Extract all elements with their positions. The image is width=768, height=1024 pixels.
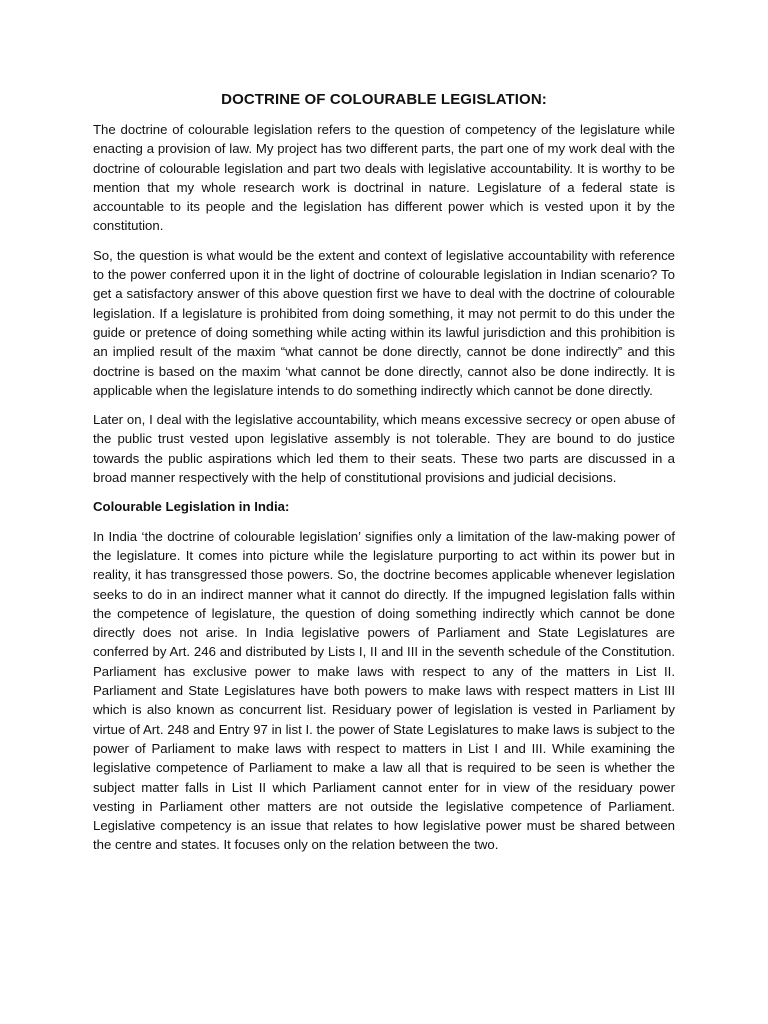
section-heading-india: Colourable Legislation in India:	[93, 499, 290, 515]
paragraph-india-1: In India ‘the doctrine of colourable legislation’ signifies only a limitation of the law-making power of the legislature. It comes into picture while the legislature purporting to act within its power but in reality, it has transgressed those powers. So, the doctrine becomes applicable whenever legislation seeks to do in an indirect manner what it cannot do directly. If the impugned legislation falls within the competence of legislature, the question of doing something indirectly which cannot be done directly does not arise. In India legislative powers of Parliament and State Legislatures are conferred by Art. 246 and distributed by Lists I, II and III in the seventh schedule of the Constitution. Parliament has exclusive power to make laws with respect to any of the matters in List II. Parliament and State Legislatures have both powers to make laws with respect matters in List III which is also known as concurrent list. Residuary power of legislation is vested in Parliament by virtue of Art. 248 and Entry 97 in list I. the power of State Legislatures to make laws is subject to the power of Parliament to make laws with respect to matters in List I and III. While examining the legislative competence of Parliament to make a law all that is required to be seen is whether the subject matter falls in List II which Parliament cannot enter for in view of the residuary power vesting in Parliament other matters are not outside the legislative competence of Parliament. Legislative competency is an issue that relates to how legislative power must be shared between the centre and states. It focuses only on the relation between the two.	[93, 528, 675, 853]
document-page	[93, 88, 675, 865]
paragraph-intro-3: Later on, I deal with the legislative accountability, which means excessive secrecy or open abuse of the public trust vested upon legislative assembly is not tolerable. They are bound to do justice towards the public aspirations which led them to their seats. These two parts are discussed in a broad manner respectively with the help of constitutional provisions and judicial decisions.	[93, 412, 675, 486]
paragraph-intro-2: So, the question is what would be the extent and context of legislative accountability with reference to the power conferred upon it in the light of doctrine of colourable legislation in Indian scenario? To get a satisfactory answer of this above question first we have to deal with the doctrine of colourable legislation. If a legislature is prohibited from doing something, it may not permit to do this under the guide or pretence of doing something while acting within its lawful jurisdiction and this prohibition is an implied result of the maxim “what cannot be done directly, cannot be done indirectly” and this doctrine is based on the maxim ‘what cannot be done directly, cannot also be done indirectly. It is applicable when the legislature intends to do something indirectly which cannot be done directly.	[93, 247, 675, 398]
paragraph-intro-1: The doctrine of colourable legislation refers to the question of competency of the legislature while enacting a provision of law. My project has two different parts, the part one of my work deal with the doctrine of colourable legislation and part two deals with legislative accountability. It is worthy to be mention that my whole research work is doctrinal in nature. Legislature of a federal state is accountable to its people and the legislation has different power which is vested upon it by the constitution.	[93, 122, 675, 234]
document-title: DOCTRINE OF COLOURABLE LEGISLATION:	[221, 91, 547, 108]
